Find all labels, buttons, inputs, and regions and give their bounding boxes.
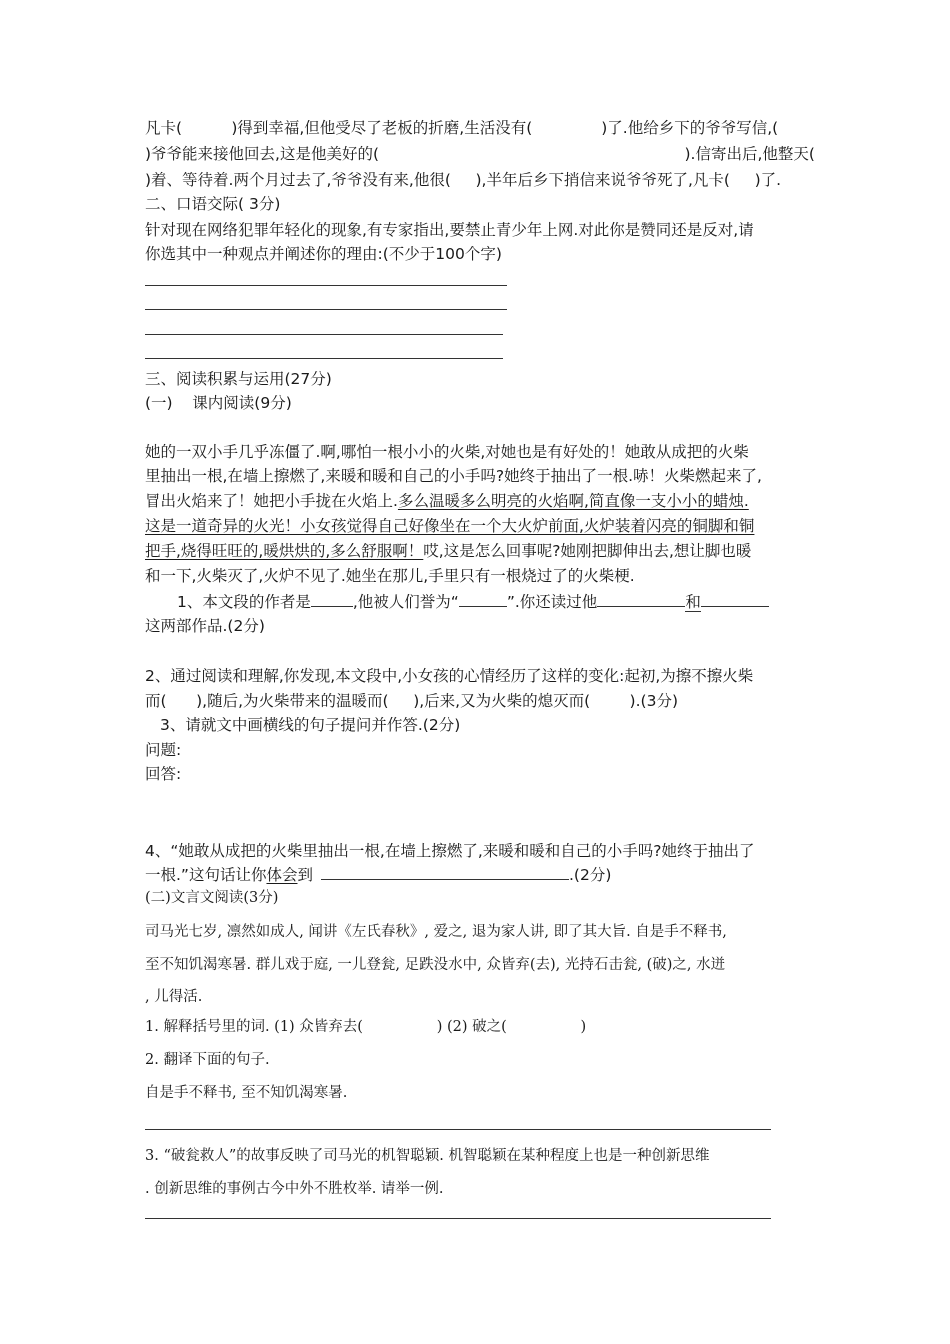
question-3-answer: 回答: <box>145 765 182 783</box>
classical-line-3: , 儿得活. <box>145 989 203 1005</box>
answer-line[interactable] <box>145 334 503 335</box>
blank-title[interactable] <box>459 592 507 607</box>
classical-question-2-sentence: 自是手不释书, 至不知饥渴寒暑. <box>145 1085 348 1101</box>
classical-question-2: 2. 翻译下面的句子. <box>145 1052 270 1068</box>
passage-line-2: 里抽出一根,在墙上擦燃了,来暖和暖和自己的小手吗?她终于抽出了一根.哧！火柴燃起来了, <box>145 467 762 485</box>
q1-text-d: 和 <box>685 593 701 611</box>
section-2-title: 二、口语交际( 3分) <box>145 195 281 213</box>
fill-line-2: )爷爷能来接他回去,这是他美好的( ).信寄出后,他整天( <box>145 145 815 163</box>
answer-line[interactable] <box>145 285 507 286</box>
fill-line-1: 凡卡( )得到幸福,但他受尽了老板的折磨,生活没有( )了.他给乡下的爷爷写信,( <box>145 119 779 137</box>
classical-question-3-line-1: 3. “破瓮救人”的故事反映了司马光的机智聪颖. 机智聪颖在某种程度上也是一种创新思维 <box>145 1148 710 1164</box>
sec2-question-2: 你选其中一种观点并阐述你的理由:(不少于100个字) <box>145 245 502 263</box>
answer-line[interactable] <box>145 1129 771 1130</box>
blank-author[interactable] <box>311 592 353 607</box>
question-1-tail: 这两部作品.(2分) <box>145 617 265 635</box>
passage-text: 哎,这是怎么回事呢?她刚把脚伸出去,想让脚也暖 <box>423 542 752 560</box>
question-4-line-1: 4、“她敢从成把的火柴里抽出一根,在墙上擦燃了,来暖和暖和自己的小手吗?她终于抽出了 <box>145 842 755 860</box>
classical-question-3-line-2: . 创新思维的事例古今中外不胜枚举. 请举一例. <box>145 1181 444 1197</box>
passage-line-6: 和一下,火柴灭了,火炉不见了.她坐在那儿,手里只有一根烧过了的火柴梗. <box>145 567 635 585</box>
passage-line-4: 这是一道奇异的火光！小女孩觉得自己好像坐在一个大火炉前面,火炉装着闪亮的铜脚和铜 <box>145 517 755 535</box>
question-1 <box>177 590 769 614</box>
question-3-title: 3、请就文中画横线的句子提问并作答.(2分) <box>160 716 461 734</box>
q4-text-b: 体会 <box>266 866 298 884</box>
answer-line[interactable] <box>145 358 503 359</box>
question-4-line-2 <box>145 863 611 887</box>
underlined-sentence: 把手,烧得旺旺的,暖烘烘的,多么舒服啊！ <box>145 542 424 560</box>
q1-text-a: 1、本文段的作者是 <box>177 593 311 611</box>
subsection-2-title: (二)文言文阅读(3分) <box>145 890 279 906</box>
q1-text-b: ,他被人们誉为“ <box>352 593 459 611</box>
answer-line[interactable] <box>145 309 507 310</box>
q4-text-d: .(2分) <box>569 866 612 884</box>
passage-text: 冒出火焰来了！她把小手拢在火焰上. <box>145 492 398 510</box>
question-2-line-1: 2、通过阅读和理解,你发现,本文段中,小女孩的心情经历了这样的变化:起初,为擦不擦火柴 <box>145 667 754 685</box>
section-3-title: 三、阅读积累与运用(27分) <box>145 370 332 388</box>
question-3-ask: 问题: <box>145 741 182 759</box>
blank-feeling[interactable] <box>321 865 569 880</box>
answer-line[interactable] <box>145 1218 771 1219</box>
passage-line-1: 她的一双小手几乎冻僵了.啊,哪怕一根小小的火柴,对她也是有好处的！她敢从成把的火柴 <box>145 443 749 461</box>
q4-text-c: 到 <box>297 866 313 884</box>
q1-text-c: ”.你还读过他 <box>506 593 598 611</box>
subsection-1-title: (一) 课内阅读(9分) <box>145 394 292 412</box>
fill-line-3: )着、等待着.两个月过去了,爷爷没有来,他很( ),半年后乡下捎信来说爷爷死了,凡卡( )了. <box>145 171 782 189</box>
classical-line-1: 司马光七岁, 凛然如成人, 闻讲《左氏春秋》, 爱之, 退为家人讲, 即了其大旨. 自是手不释书, <box>145 924 727 940</box>
passage-line-3 <box>145 489 749 513</box>
blank-work-2[interactable] <box>701 592 769 607</box>
classical-question-1: 1. 解释括号里的词. (1) 众皆弃去( ) (2) 破之( ) <box>145 1019 587 1035</box>
underlined-sentence: 多么温暖多么明亮的火焰啊,简直像一支小小的蜡烛. <box>397 492 749 510</box>
classical-line-2: 至不知饥渴寒暑. 群儿戏于庭, 一儿登瓮, 足跌没水中, 众皆弃(去), 光持石击瓮, (破)之, 水迸 <box>145 957 726 973</box>
passage-line-5 <box>145 539 751 563</box>
sec2-question-1: 针对现在网络犯罪年轻化的现象,有专家指出,要禁止青少年上网.对此你是赞同还是反对,请 <box>145 221 754 239</box>
blank-work-1[interactable] <box>597 592 685 607</box>
q4-text-a: 一根.”这句话让你 <box>145 866 267 884</box>
question-2-line-2: 而( ),随后,为火柴带来的温暖而( ),后来,又为火柴的熄灭而( ).(3分) <box>145 692 678 710</box>
